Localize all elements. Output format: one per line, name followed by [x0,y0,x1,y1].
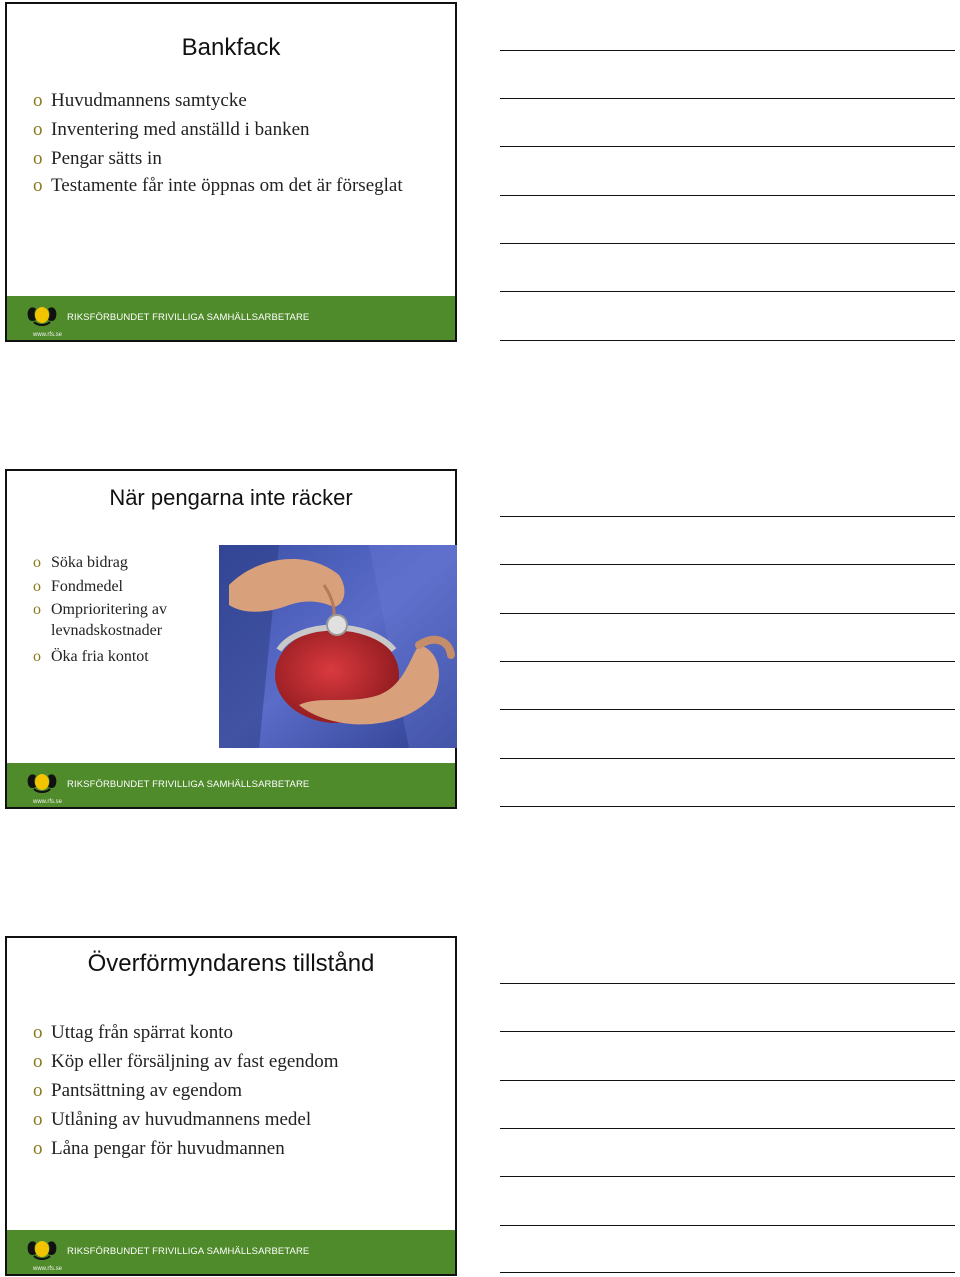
slide-footer [7,763,455,807]
notes-line [500,1272,955,1273]
rfs-logo-icon [24,1237,60,1263]
slide-title: Överförmyndarens tillstånd [87,950,375,977]
footer-org-name: RIKSFÖRBUNDET FRIVILLIGA SAMHÄLLSARBETARE [67,312,310,323]
slide-2 [5,469,457,809]
notes-line [500,50,955,51]
notes-line [500,758,955,759]
notes-line [500,1031,955,1032]
list-item: o Köp eller försäljning av fast egendom [33,1047,443,1076]
list-item: o Pengar sätts in [33,144,403,173]
list-item: o Fondmedel [33,575,213,599]
list-item: o Huvudmannens samtycke [33,86,403,115]
list-item: o Öka fria kontot [33,645,213,669]
notes-line [500,516,955,517]
list-item: o Uttag från spärrat konto [33,1018,443,1047]
notes-line [500,195,955,196]
footer-org-name: RIKSFÖRBUNDET FRIVILLIGA SAMHÄLLSARBETARE [67,779,310,790]
list-item: o Söka bidrag [33,551,213,575]
list-item: o Låna pengar för huvudmannen [33,1134,443,1163]
notes-line [500,1176,955,1177]
notes-line [500,291,955,292]
notes-line [500,340,955,341]
slide-footer [7,296,455,340]
footer-url: www.rfs.se [33,799,63,805]
rfs-logo-icon [24,770,60,796]
notes-line [500,1080,955,1081]
bullet-list [33,551,213,669]
list-item: o Omprioritering av levnadskostnader [33,599,213,641]
slide-title: När pengarna inte räcker [109,485,353,510]
notes-line [500,1128,955,1129]
notes-line [500,806,955,807]
slide-1 [5,2,457,342]
notes-line [500,983,955,984]
slide-title: Bankfack [181,34,281,61]
list-item: o Testamente får inte öppnas om det är förseglat [33,173,403,199]
footer-url: www.rfs.se [33,332,63,338]
bullet-list [33,86,403,199]
rfs-logo-icon [24,303,60,329]
notes-line [500,564,955,565]
footer-url: www.rfs.se [33,1266,63,1272]
notes-line [500,98,955,99]
footer-org-name: RIKSFÖRBUNDET FRIVILLIGA SAMHÄLLSARBETARE [67,1246,310,1257]
list-item: o Inventering med anställd i banken [33,115,403,144]
slide-3 [5,936,457,1276]
hands-coin-purse-photo [219,545,457,748]
list-item: o Pantsättning av egendom [33,1076,443,1105]
notes-line [500,243,955,244]
slide-footer [7,1230,455,1274]
list-item: o Utlåning av huvudmannens medel [33,1105,443,1134]
notes-line [500,709,955,710]
notes-line [500,661,955,662]
notes-line [500,613,955,614]
notes-line [500,1225,955,1226]
notes-line [500,146,955,147]
bullet-list [33,1018,443,1163]
